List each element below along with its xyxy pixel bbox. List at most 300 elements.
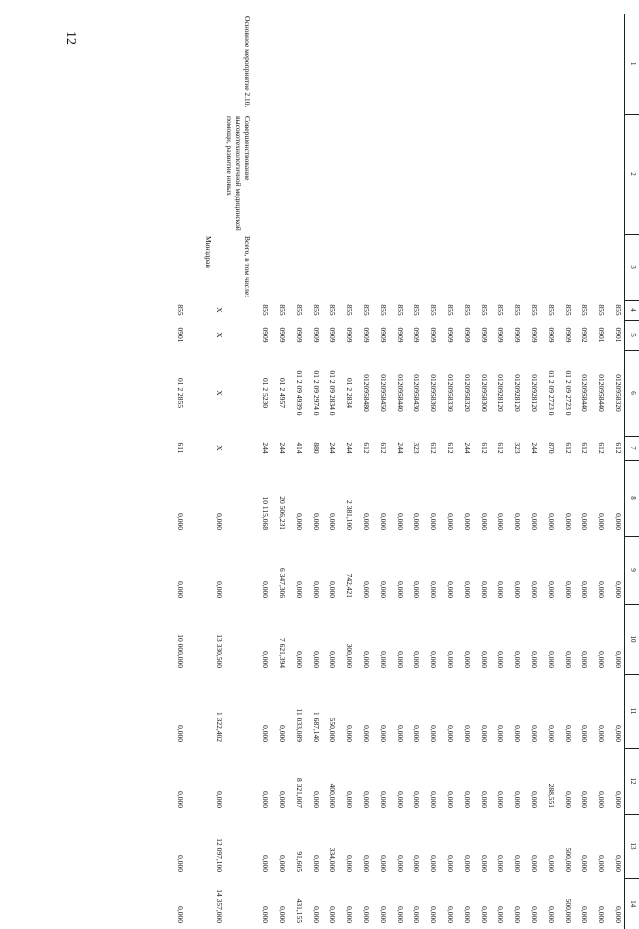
table-row xyxy=(607,14,624,929)
table-cell: 0,000 xyxy=(540,604,557,674)
table-cell xyxy=(288,114,305,234)
table-cell: 0,000 xyxy=(557,748,574,814)
table-cell: 300,000 xyxy=(338,604,355,674)
table-cell: 0,000 xyxy=(506,814,523,878)
table-cell xyxy=(574,234,591,300)
table-cell xyxy=(490,114,507,234)
table-cell: 334,000 xyxy=(322,814,339,878)
table-cell: 0120928120 xyxy=(523,350,540,436)
table-cell: 7 621,394 xyxy=(271,604,288,674)
table-cell: 0909 xyxy=(523,320,540,350)
table-cell: X xyxy=(215,320,254,350)
table-cell: 0,000 xyxy=(540,814,557,878)
table-cell: 0,000 xyxy=(607,536,624,604)
table-cell: 0,000 xyxy=(590,878,607,929)
table-cell xyxy=(355,14,372,114)
table-cell: 01 2 09 2834 0 xyxy=(322,350,339,436)
table-cell: 0,000 xyxy=(422,748,439,814)
table-cell xyxy=(322,234,339,300)
table-cell: 0,000 xyxy=(607,460,624,536)
table-cell: 0,000 xyxy=(355,878,372,929)
table-cell: 0,000 xyxy=(456,878,473,929)
table-cell: 0,000 xyxy=(338,748,355,814)
table-cell xyxy=(271,14,288,114)
table-cell: 0120928120 xyxy=(506,350,523,436)
table-cell xyxy=(607,14,624,114)
table-row xyxy=(439,14,456,929)
table-cell: 0,000 xyxy=(355,814,372,878)
table-cell: 12 097,100 xyxy=(215,814,254,878)
table-cell: 0,000 xyxy=(456,674,473,748)
table-cell: 0,000 xyxy=(439,748,456,814)
table-cell: 855 xyxy=(540,300,557,320)
table-cell: 0,000 xyxy=(473,536,490,604)
table-cell: 855 xyxy=(574,300,591,320)
table-cell xyxy=(254,114,271,234)
table-cell xyxy=(372,14,389,114)
table-cell: 0,000 xyxy=(372,604,389,674)
table-cell xyxy=(607,114,624,234)
col-header: 1 xyxy=(625,14,639,114)
table-cell: 0,000 xyxy=(271,878,288,929)
table-cell: 244 xyxy=(523,436,540,460)
table-cell xyxy=(506,14,523,114)
table-cell: 0,000 xyxy=(590,674,607,748)
table-cell: 0,000 xyxy=(389,674,406,748)
table-cell xyxy=(338,234,355,300)
table-cell xyxy=(355,114,372,234)
table-cell: 0,000 xyxy=(422,536,439,604)
table-cell: 0,000 xyxy=(288,604,305,674)
table-cell: 0,000 xyxy=(355,536,372,604)
table-cell: 612 xyxy=(607,436,624,460)
table-cell: 0,000 xyxy=(422,814,439,878)
table-cell: 0,000 xyxy=(540,878,557,929)
table-cell: 0,000 xyxy=(305,814,322,878)
table-cell xyxy=(305,14,322,114)
table-cell: 01 2 09 2974 0 xyxy=(305,350,322,436)
table-cell xyxy=(372,234,389,300)
table-cell xyxy=(305,234,322,300)
table-cell: 244 xyxy=(322,436,339,460)
table-cell: 0,000 xyxy=(607,814,624,878)
table-cell: 550,000 xyxy=(322,674,339,748)
table-cell: 0,000 xyxy=(557,674,574,748)
table-cell: 0,000 xyxy=(540,460,557,536)
table-row xyxy=(322,14,339,929)
col-header: 7 xyxy=(625,436,639,460)
table-cell: 0909 xyxy=(540,320,557,350)
table-cell: 10 000,000 xyxy=(176,604,215,674)
table-cell: 11 033,089 xyxy=(288,674,305,748)
table-row xyxy=(473,14,490,929)
table-cell: 855 xyxy=(372,300,389,320)
table-cell: 0,000 xyxy=(322,604,339,674)
table-cell: 0,000 xyxy=(439,674,456,748)
table-cell: 0,000 xyxy=(473,674,490,748)
block-total-row xyxy=(215,14,254,929)
table-cell: 0,000 xyxy=(254,814,271,878)
table-cell: 0,000 xyxy=(456,604,473,674)
table-cell: 855 xyxy=(456,300,473,320)
table-cell: 855 xyxy=(176,300,215,320)
table-cell: 855 xyxy=(607,300,624,320)
table-cell: 0,000 xyxy=(355,604,372,674)
table-cell: 0901 xyxy=(176,320,215,350)
table-cell: 0,000 xyxy=(506,748,523,814)
table-cell xyxy=(389,234,406,300)
table-cell: 0,000 xyxy=(473,814,490,878)
table-cell xyxy=(288,14,305,114)
table-cell: 880 xyxy=(305,436,322,460)
table-cell: 0,000 xyxy=(254,604,271,674)
table-cell: 612 xyxy=(372,436,389,460)
table-cell xyxy=(322,14,339,114)
table-cell: 0,000 xyxy=(439,878,456,929)
table-cell: 0,000 xyxy=(338,674,355,748)
col-header: 6 xyxy=(625,350,639,436)
table-cell: 0,000 xyxy=(506,674,523,748)
table-cell: 323 xyxy=(406,436,423,460)
table-cell: 855 xyxy=(355,300,372,320)
table-cell: 0,000 xyxy=(372,460,389,536)
table-cell: 0,000 xyxy=(523,604,540,674)
table-cell xyxy=(607,234,624,300)
table-row xyxy=(523,14,540,929)
table-cell: 0,000 xyxy=(355,674,372,748)
table-cell: 0120958320 xyxy=(456,350,473,436)
table-row xyxy=(288,14,305,929)
table-cell xyxy=(456,234,473,300)
table-cell: 0,000 xyxy=(607,604,624,674)
table-cell: 0,000 xyxy=(506,460,523,536)
table-cell xyxy=(254,234,271,300)
table-cell: 0,000 xyxy=(215,460,254,536)
col-header: 12 xyxy=(625,748,639,814)
table-cell: 0909 xyxy=(456,320,473,350)
table-cell: 0,000 xyxy=(456,536,473,604)
table-cell: 0,000 xyxy=(557,460,574,536)
table-cell xyxy=(406,14,423,114)
table-cell: 0,000 xyxy=(490,536,507,604)
table-cell: 0,000 xyxy=(473,460,490,536)
table-cell: 0,000 xyxy=(215,748,254,814)
table-cell: 0,000 xyxy=(288,460,305,536)
table-cell: 0,000 xyxy=(215,536,254,604)
table-cell xyxy=(271,114,288,234)
table-cell: 0,000 xyxy=(406,748,423,814)
table-cell xyxy=(338,14,355,114)
table-cell: 0120958440 xyxy=(389,350,406,436)
table-cell: 0,000 xyxy=(590,604,607,674)
table-cell: 855 xyxy=(422,300,439,320)
table-cell: 0120958320 xyxy=(607,350,624,436)
table-cell: 0909 xyxy=(473,320,490,350)
table-cell: 0909 xyxy=(389,320,406,350)
table-cell: 0,000 xyxy=(456,460,473,536)
col-header: 11 xyxy=(625,674,639,748)
table-cell: 0,000 xyxy=(490,814,507,878)
table-cell xyxy=(439,234,456,300)
table-cell: 0,000 xyxy=(590,460,607,536)
table-cell: 742,421 xyxy=(338,536,355,604)
col-header: 10 xyxy=(625,604,639,674)
table-cell: 0,000 xyxy=(473,878,490,929)
table-cell: 0909 xyxy=(406,320,423,350)
table-cell xyxy=(473,14,490,114)
table-cell: X xyxy=(215,300,254,320)
col-header: 3 xyxy=(625,234,639,300)
table-cell xyxy=(271,234,288,300)
table-cell: 244 xyxy=(456,436,473,460)
table-cell: 0901 xyxy=(607,320,624,350)
block-description: Совершенствование высокотехнологичной медицинской помощи, развитие новых xyxy=(176,114,254,234)
table-cell: 0909 xyxy=(439,320,456,350)
table-cell xyxy=(406,114,423,234)
table-row xyxy=(590,14,607,929)
table-cell: 0,000 xyxy=(607,674,624,748)
table-cell xyxy=(590,234,607,300)
table-cell: 0,000 xyxy=(506,536,523,604)
table-cell: 0,000 xyxy=(439,460,456,536)
table-cell: 0901 xyxy=(590,320,607,350)
table-cell xyxy=(389,114,406,234)
table-cell: 91,605 xyxy=(288,814,305,878)
table-cell xyxy=(439,14,456,114)
table-cell: 855 xyxy=(338,300,355,320)
table-cell: 0909 xyxy=(490,320,507,350)
table-cell: 0,000 xyxy=(406,604,423,674)
table-cell: 0909 xyxy=(422,320,439,350)
table-cell: X xyxy=(215,350,254,436)
table-cell: 0120958480 xyxy=(355,350,372,436)
table-cell: 01 2 09 2723 0 xyxy=(540,350,557,436)
table-cell: 0,000 xyxy=(490,604,507,674)
table-cell: 10 115,068 xyxy=(254,460,271,536)
table-cell: 612 xyxy=(574,436,591,460)
table-row xyxy=(506,14,523,929)
table-cell xyxy=(506,114,523,234)
table-cell: 0902 xyxy=(574,320,591,350)
table-cell: 0,000 xyxy=(406,536,423,604)
table-cell: 0120958360 xyxy=(422,350,439,436)
table-cell: 288,551 xyxy=(540,748,557,814)
table-cell: 0,000 xyxy=(254,536,271,604)
table-cell: X xyxy=(215,436,254,460)
table-cell: 855 xyxy=(506,300,523,320)
table-row xyxy=(254,14,271,929)
table-cell: 0,000 xyxy=(422,604,439,674)
table-cell: 01 2 2855 xyxy=(176,350,215,436)
table-cell: 0909 xyxy=(254,320,271,350)
table-cell: 855 xyxy=(271,300,288,320)
table-cell: 13 330,500 xyxy=(215,604,254,674)
table-cell xyxy=(389,14,406,114)
table-cell: 612 xyxy=(422,436,439,460)
table-cell: 0,000 xyxy=(439,604,456,674)
table-cell: 0909 xyxy=(288,320,305,350)
table-row xyxy=(540,14,557,929)
table-cell: 0120958440 xyxy=(590,350,607,436)
table-cell xyxy=(523,234,540,300)
page-number: 12 xyxy=(62,28,78,48)
table-cell: 0,000 xyxy=(254,674,271,748)
table-cell xyxy=(523,114,540,234)
table-cell: 0,000 xyxy=(322,460,339,536)
table-cell: 0120958330 xyxy=(439,350,456,436)
table-cell: 0,000 xyxy=(574,536,591,604)
table-cell: 0,000 xyxy=(523,536,540,604)
table-cell: 400,000 xyxy=(322,748,339,814)
table-cell xyxy=(490,14,507,114)
table-cell: 0,000 xyxy=(176,674,215,748)
table-cell: 01 2 5230 xyxy=(254,350,271,436)
table-cell: 244 xyxy=(389,436,406,460)
table-cell xyxy=(338,114,355,234)
table-cell: 855 xyxy=(254,300,271,320)
table-cell: 0,000 xyxy=(288,536,305,604)
table-cell: 0,000 xyxy=(372,536,389,604)
rotated-table-page xyxy=(124,14,639,889)
table-cell: 855 xyxy=(322,300,339,320)
table-cell: 0120958430 xyxy=(406,350,423,436)
table-cell: 0,000 xyxy=(473,748,490,814)
table-cell: 0,000 xyxy=(389,878,406,929)
table-cell: 0,000 xyxy=(574,814,591,878)
table-cell: 0,000 xyxy=(523,878,540,929)
table-cell xyxy=(540,114,557,234)
table-cell xyxy=(254,14,271,114)
table-cell: 0,000 xyxy=(523,814,540,878)
table-cell: 855 xyxy=(490,300,507,320)
table-cell: 0,000 xyxy=(590,814,607,878)
table-cell: 431,155 xyxy=(288,878,305,929)
col-header: 8 xyxy=(625,460,639,536)
col-header: 2 xyxy=(625,114,639,234)
table-cell xyxy=(355,234,372,300)
table-cell: 0,000 xyxy=(422,674,439,748)
table-cell: 855 xyxy=(590,300,607,320)
table-cell: 0,000 xyxy=(389,536,406,604)
table-cell: 0,000 xyxy=(389,814,406,878)
table-cell: 0,000 xyxy=(574,674,591,748)
table-cell xyxy=(305,114,322,234)
table-cell: 855 xyxy=(406,300,423,320)
table-row xyxy=(456,14,473,929)
block-title: Основное мероприятие 2.10. xyxy=(176,14,254,114)
table-row xyxy=(305,14,322,929)
table-cell: 244 xyxy=(271,436,288,460)
table-cell xyxy=(322,114,339,234)
table-cell: 0,000 xyxy=(540,536,557,604)
table-cell xyxy=(557,114,574,234)
table-row xyxy=(422,14,439,929)
table-cell xyxy=(422,234,439,300)
table-cell: 0909 xyxy=(271,320,288,350)
table-cell: 0,000 xyxy=(422,460,439,536)
table-cell xyxy=(540,14,557,114)
table-cell: 0,000 xyxy=(523,674,540,748)
table-cell: 323 xyxy=(506,436,523,460)
table-cell: 0,000 xyxy=(456,814,473,878)
table-cell: 0,000 xyxy=(372,748,389,814)
table-cell: 0,000 xyxy=(305,878,322,929)
header-row xyxy=(625,14,639,929)
table-row xyxy=(406,14,423,929)
table-cell: 0,000 xyxy=(590,748,607,814)
table-cell: 0,000 xyxy=(305,748,322,814)
table-cell: 0,000 xyxy=(372,814,389,878)
table-cell: 0,000 xyxy=(574,878,591,929)
table-cell: 0,000 xyxy=(456,748,473,814)
table-cell: 14 357,000 xyxy=(215,878,254,929)
table-cell: 612 xyxy=(557,436,574,460)
table-cell: 855 xyxy=(439,300,456,320)
table-cell: 01 2 2834 xyxy=(338,350,355,436)
table-row xyxy=(355,14,372,929)
table-cell: 500,000 xyxy=(557,814,574,878)
table-cell: 0,000 xyxy=(506,878,523,929)
table-cell xyxy=(372,114,389,234)
table-cell: 0,000 xyxy=(372,674,389,748)
table-row xyxy=(338,14,355,929)
table-cell: 0,000 xyxy=(590,536,607,604)
table-cell xyxy=(557,14,574,114)
table-cell: 0120958300 xyxy=(473,350,490,436)
table-cell: 0,000 xyxy=(574,460,591,536)
table-cell: 0909 xyxy=(557,320,574,350)
table-cell: 0909 xyxy=(322,320,339,350)
col-header: 14 xyxy=(625,878,639,929)
ministry-label: Минздрав xyxy=(176,234,215,300)
table-cell xyxy=(288,234,305,300)
table-cell: 0,000 xyxy=(389,604,406,674)
table-cell: 0,000 xyxy=(406,460,423,536)
table-cell xyxy=(422,114,439,234)
table-cell: 0,000 xyxy=(490,674,507,748)
table-cell: 01 2 4957 xyxy=(271,350,288,436)
table-cell: 6 347,306 xyxy=(271,536,288,604)
table-cell: 855 xyxy=(557,300,574,320)
table-cell: 0909 xyxy=(355,320,372,350)
table-cell xyxy=(406,234,423,300)
table-cell: 0,000 xyxy=(574,748,591,814)
table-cell: 0909 xyxy=(506,320,523,350)
table-cell: 01 2 09 4939 0 xyxy=(288,350,305,436)
table-cell: 0,000 xyxy=(490,878,507,929)
table-cell: 0909 xyxy=(338,320,355,350)
table-cell: 612 xyxy=(439,436,456,460)
table-cell: 0,000 xyxy=(439,814,456,878)
table-cell: 0,000 xyxy=(422,878,439,929)
table-cell: 855 xyxy=(389,300,406,320)
table-cell: 8 321,007 xyxy=(288,748,305,814)
table-row xyxy=(490,14,507,929)
table-cell xyxy=(456,114,473,234)
table-cell: 0,000 xyxy=(305,460,322,536)
col-header: 13 xyxy=(625,814,639,878)
table-cell: 0,000 xyxy=(176,460,215,536)
table-cell xyxy=(439,114,456,234)
table-cell xyxy=(540,234,557,300)
table-cell: 0,000 xyxy=(176,814,215,878)
table-cell: 0,000 xyxy=(523,460,540,536)
table-cell xyxy=(557,234,574,300)
table-cell xyxy=(574,14,591,114)
table-cell: 0,000 xyxy=(355,748,372,814)
table-cell: 0,000 xyxy=(490,460,507,536)
table-cell: 0,000 xyxy=(506,604,523,674)
